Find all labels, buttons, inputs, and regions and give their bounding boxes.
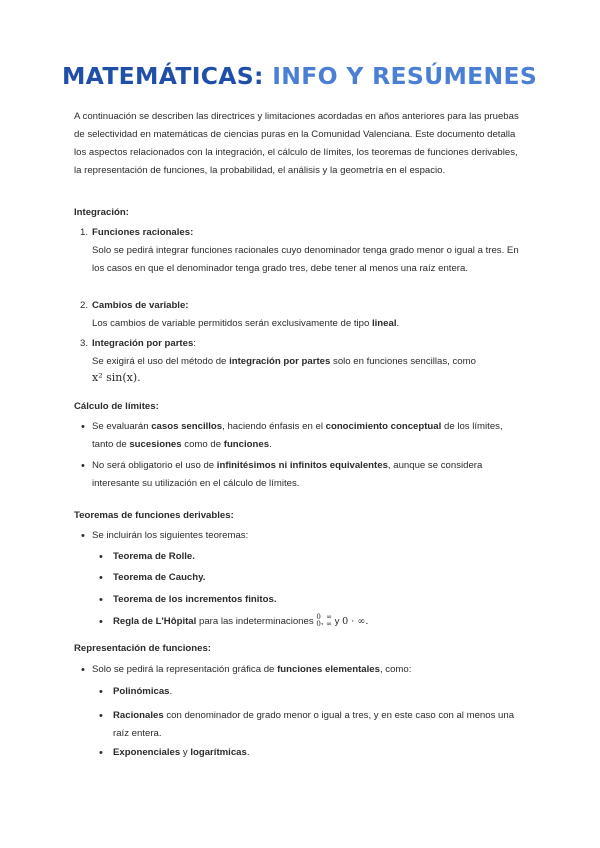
item-number: 1. (80, 227, 89, 238)
text: de los límites, tanto de (92, 421, 503, 450)
list-item (92, 297, 522, 333)
list-item (92, 418, 522, 454)
item-bold: integración por partes (229, 356, 331, 367)
item-number: 3. (80, 338, 89, 349)
limites-heading: Cálculo de límites: (74, 401, 159, 412)
bullet-dot: • (99, 747, 103, 759)
text: . (169, 686, 173, 697)
text: . (269, 439, 272, 450)
item-text: Los cambios de variable permitidos serán exclusivamente de tipo (92, 318, 372, 329)
fraction-inf-over-inf: ∞ ∞ (326, 613, 332, 629)
theorem-name: Regla de L'Hôpital (113, 616, 197, 627)
intro-paragraph: A continuación se describen las directrices y limitaciones acordadas en años anteriores para las pruebas de selectividad en matemáticas de ciencias puras en la Comunidad Valenciana. Este documento detalla los aspectos relacionados con la integración, el cálculo de límites, los teoremas de funciones derivables, la representación de funciones, la probabilidad, el análisis y la geometría en el espacio. (74, 111, 519, 176)
bullet-dot: • (81, 421, 85, 433)
bold-text: funciones elementales (277, 664, 380, 675)
text: y (331, 616, 343, 627)
list-item (92, 224, 522, 278)
title-part1: MATEMÁTICAS: (62, 62, 264, 90)
list-item (92, 335, 522, 371)
sub-list-item (113, 591, 523, 609)
bullet-dot: • (99, 572, 103, 584)
math-expression: x² sin(x). (92, 371, 141, 384)
bullet-dot: • (99, 710, 103, 722)
bold-text: funciones (223, 439, 270, 450)
item-title: Cambios de variable: (92, 300, 189, 311)
bold-text: Polinómicas (113, 686, 170, 697)
text: . (246, 747, 250, 758)
math-expression: 0 · ∞. (342, 616, 369, 627)
bold-text: logarítmicas (190, 747, 247, 758)
item-bold: lineal (371, 318, 397, 329)
sub-list-item (113, 569, 523, 587)
theorem-name: Teorema de Rolle. (113, 551, 195, 562)
text: , haciendo énfasis en el (222, 421, 326, 432)
sub-list-item (113, 548, 523, 566)
bold-text: conocimiento conceptual (325, 421, 442, 432)
text: como de (181, 439, 224, 450)
bullet-dot: • (99, 594, 103, 606)
representacion-heading: Representación de funciones: (74, 643, 212, 654)
text: , aunque se considera interesante su utilización en el cálculo de límites. (92, 460, 483, 489)
theorem-name: Teorema de Cauchy. (113, 572, 206, 583)
comma: , (320, 616, 324, 627)
sub-list-item (113, 613, 523, 631)
item-text: Solo se pedirá integrar funciones racionales cuyo denominador tenga grado menor o igual a tres. En los casos en que el denominador tenga grado tres, debe tener al menos una raíz entera. (92, 245, 519, 274)
text: con denominador de grado menor o igual a tres, y en este caso con al menos una raíz entera. (113, 710, 515, 739)
item-colon: : (193, 338, 196, 349)
sub-list-item (113, 683, 523, 701)
teoremas-heading: Teoremas de funciones derivables: (74, 510, 234, 521)
text: y (180, 747, 191, 758)
list-item (92, 661, 522, 679)
sub-list-item (113, 707, 523, 743)
item-text: Se exigirá el uso del método de (92, 356, 230, 367)
item-title: Funciones racionales: (92, 227, 194, 238)
theorem-name: Teorema de los incrementos finitos. (113, 594, 277, 605)
bullet-dot: • (81, 530, 85, 542)
text: Se evaluarán (92, 421, 152, 432)
title-part2: INFO Y RESÚMENES (272, 62, 538, 90)
bullet-dot: • (81, 664, 85, 676)
bullet-dot: • (81, 460, 85, 472)
list-item: Se incluirán los siguientes teoremas: (92, 530, 249, 541)
fraction-zero-over-zero: 0 0 (316, 613, 321, 629)
bold-text: Exponenciales (113, 747, 181, 758)
item-text: . (396, 318, 400, 329)
text: Solo se pedirá la representación gráfica de (92, 664, 278, 675)
sub-list-item (113, 744, 523, 762)
integracion-heading: Integración: (74, 207, 129, 218)
item-text: solo en funciones sencillas, como (330, 356, 476, 367)
item-title: Integración por partes (92, 338, 194, 349)
text: No será obligatorio el uso de (92, 460, 217, 471)
page-title (62, 58, 537, 94)
bold-text: sucesiones (129, 439, 182, 450)
bold-text: casos sencillos (151, 421, 223, 432)
list-item (92, 457, 522, 493)
bullet-dot: • (99, 616, 103, 628)
bullet-dot: • (99, 551, 103, 563)
bold-text: infinitésimos ni infinitos equivalentes (216, 460, 388, 471)
bullet-dot: • (99, 686, 103, 698)
item-number: 2. (80, 300, 89, 311)
text: , como: (379, 664, 412, 675)
bold-text: Racionales (113, 710, 164, 721)
text: para las indeterminaciones (196, 616, 317, 627)
